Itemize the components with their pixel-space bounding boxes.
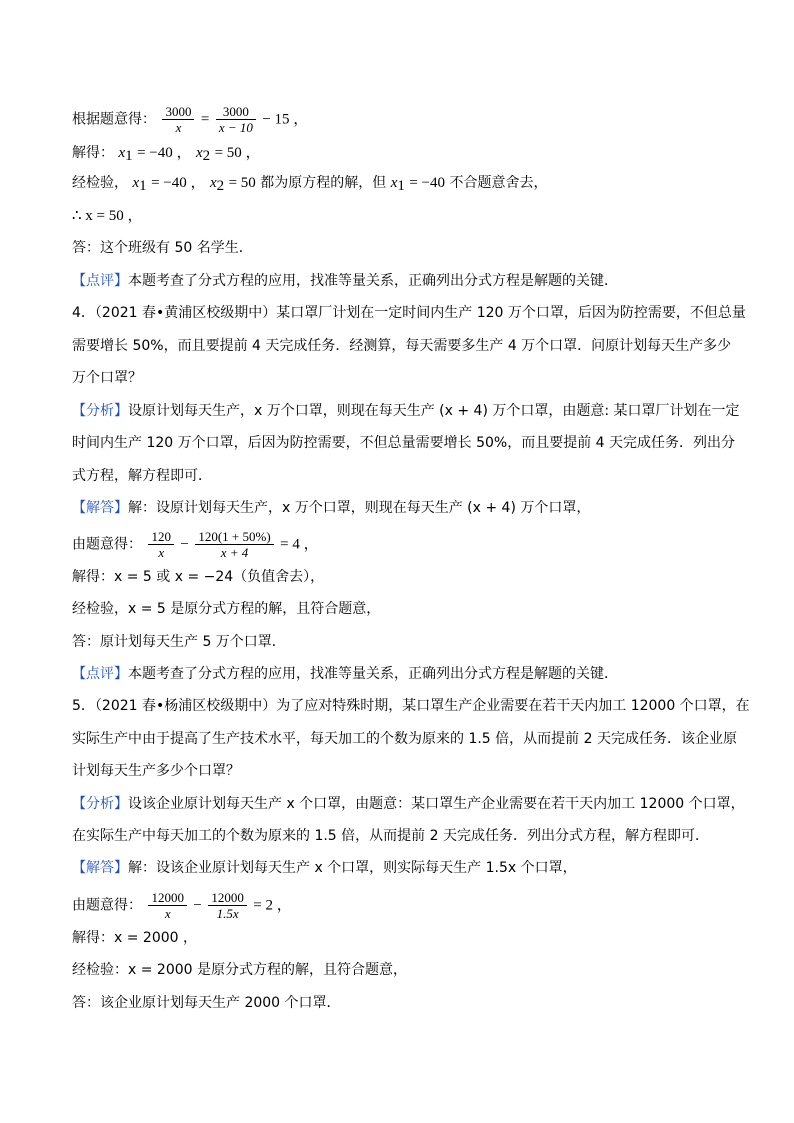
- question-line: 5．（2021 春•杨浦区校级期中）为了应对特殊时期，某口罩生产企业需要在若干天内加工 12000 个口罩，在: [72, 698, 750, 714]
- analysis-line: 【分析】设原计划每天生产，x 万个口罩，则现在每天生产 (x + 4) 万个口罩，由题意: 某口罩厂计划在一定: [72, 403, 740, 419]
- fraction: $\frac{3000}{x}$: [162, 104, 194, 135]
- question-line: 实际生产中由于提高了生产技术水平，每天加工的个数为原来的 1.5 倍，从而提前 2 天完成任务．该企业原: [72, 731, 737, 747]
- check-line: 经检验，x = 5 是原分式方程的解，且符合题意，: [72, 601, 381, 617]
- analysis-line: 式方程，解方程即可．: [72, 468, 212, 484]
- equation-line: 由题意得： $\frac{12000}{x}$ − $\frac{12000}{1.5x}$ = 2 ，: [72, 890, 292, 921]
- comment-line: 【点评】本题考查了分式方程的应用，找准等量关系，正确列出分式方程是解题的关键．: [72, 273, 618, 289]
- fraction: $\frac{12000}{x}$: [148, 890, 187, 921]
- question-line: 万个口罩？: [72, 370, 142, 386]
- equation-line: 根据题意得： $\frac{3000}{x}$ = $\frac{3000}{x - 10}$ − 15 ，: [72, 104, 309, 135]
- answer-line: 答：这个班级有 50 名学生．: [72, 240, 253, 256]
- equation-line: 由题意得： $\frac{120}{x}$ − $\frac{120(1 + 50\%)}{x + 4}$ = 4 ，: [72, 529, 319, 560]
- solution-line: 解得：x = 5 或 x = −24（负值舍去），: [72, 569, 325, 585]
- comment-tag: 【点评】: [72, 666, 128, 682]
- check-line: 经检验：x = 2000 是原分式方程的解，且符合题意，: [72, 962, 407, 978]
- fraction: $\frac{12000}{1.5x}$: [208, 890, 247, 921]
- check-line: 经检验， $x_1 = -40$ ， $x_2 = 50$ 都为原方程的解，但 $x_1 = -40$ 不合题意舍去，: [72, 175, 548, 194]
- answer-line: 答：原计划每天生产 5 万个口罩．: [72, 634, 286, 650]
- fraction: $\frac{3000}{x - 10}$: [216, 104, 256, 135]
- solution-line: 【解答】解：设该企业原计划每天生产 x 个口罩，则实际每天生产 1.5x 个口罩，: [72, 860, 577, 876]
- analysis-line: 在实际生产中每天加工的个数为原来的 1.5 倍，从而提前 2 天完成任务．列出分式方程，解方程即可．: [72, 828, 709, 844]
- question-line: 4．（2021 春•黄浦区校级期中）某口罩厂计划在一定时间内生产 120 万个口罩，后因为防控需要，不但总量: [72, 305, 746, 321]
- solution-tag: 【解答】: [72, 500, 128, 516]
- analysis-tag: 【分析】: [72, 796, 128, 812]
- question-line: 需要增长 50%，而且要提前 4 天完成任务．经测算，每天需要多生产 4 万个口罩．问原计划每天生产多少: [72, 338, 732, 354]
- solution-line: 解得： $x_1 = -40$ ， $x_2 = 50$ ，: [72, 145, 261, 164]
- solution-line: 解得：x = 2000 ，: [72, 930, 197, 946]
- question-line: 计划每天生产多少个口罩？: [72, 763, 240, 779]
- comment-tag: 【点评】: [72, 273, 128, 289]
- fraction: $\frac{120}{x}$: [148, 529, 174, 560]
- solution-tag: 【解答】: [72, 860, 128, 876]
- therefore-line: ∴ x = 50 ，: [72, 208, 143, 224]
- equation-label: 根据题意得：: [72, 111, 156, 128]
- analysis-tag: 【分析】: [72, 403, 128, 419]
- analysis-line: 时间内生产 120 万个口罩，后因为防控需要，不但总量需要增长 50%，而且要提前 4 天完成任务．列出分: [72, 435, 735, 451]
- answer-line: 答：该企业原计划每天生产 2000 个口罩．: [72, 995, 341, 1011]
- fraction: $\frac{120(1 + 50\%)}{x + 4}$: [195, 529, 273, 560]
- analysis-line: 【分析】设该企业原计划每天生产 x 个口罩，由题意：某口罩生产企业需要在若干天内加工 12000 个口罩，: [72, 796, 745, 812]
- solution-line: 【解答】解：设原计划每天生产，x 万个口罩，则现在每天生产 (x + 4) 万个口罩，: [72, 500, 591, 516]
- comment-line: 【点评】本题考查了分式方程的应用，找准等量关系，正确列出分式方程是解题的关键．: [72, 666, 618, 682]
